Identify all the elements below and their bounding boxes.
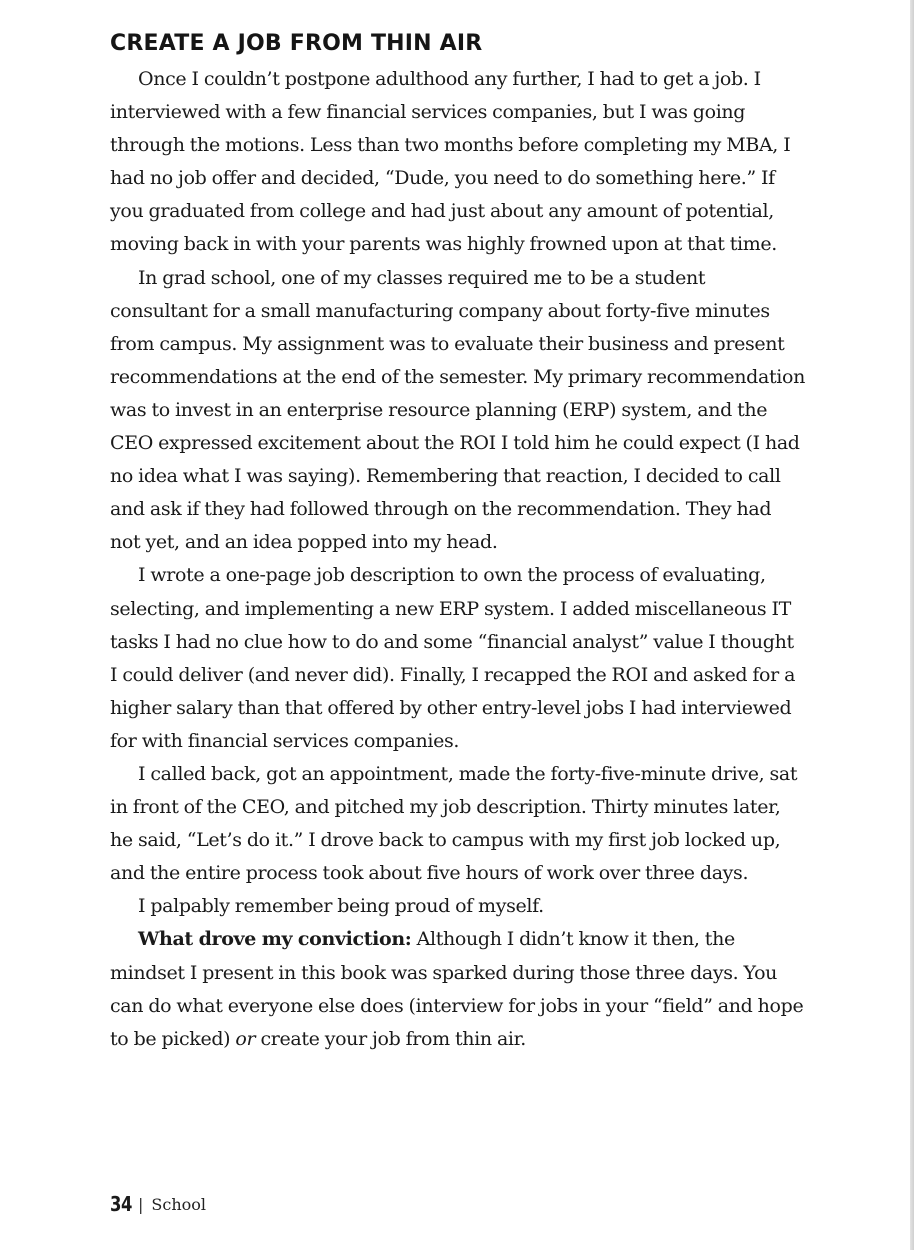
section-heading: CREATE A JOB FROM THIN AIR	[110, 31, 483, 56]
page-number: 34	[110, 1192, 133, 1216]
conviction-emphasis: or	[235, 1027, 256, 1050]
paragraph-4: I called back, got an appointment, made the forty-five-minute drive, sat in front of the CEO, and pitched my job description. Thirty minutes later, he said, “Let’s do it.” I drove back to campus with my first job locked up, and the entire process took about five hours of work over three days.	[110, 762, 798, 885]
page-edge	[910, 0, 914, 1250]
paragraph-5: I palpably remember being proud of myself.	[138, 895, 544, 918]
paragraph-1: Once I couldn’t postpone adulthood any further, I had to get a job. I interviewed with a few financial services companies, but I was going through the motions. Less than two months before completing my MBA, I had no job offer and decided, “Dude, you need to do something here.” If you graduated from college and had just about any amount of potential, moving back in with your parents was highly frowned upon at that time.	[110, 68, 791, 256]
conviction-text-before: Although I didn’t know it then, the mindset I present in this book was sparked during those three days. You can do what everyone else does (interview for jobs in your “field” and hope to be picked)	[110, 928, 804, 1050]
paragraph-2: In grad school, one of my classes required me to be a student consultant for a small manufacturing company about forty-five minutes from campus. My assignment was to evaluate their business and present recommendations at the end of the semester. My primary recommendation was to invest in an enterprise resource planning (ERP) system, and the CEO expressed excitement about the ROI I told him he could expect (I had no idea what I was saying). Remembering that reaction, I decided to call and ask if they had followed through on the recommendation. They had not yet, and an idea popped into my head.	[110, 266, 805, 554]
page-body	[110, 28, 805, 1056]
running-head: School	[151, 1194, 206, 1214]
conviction-paragraph	[110, 923, 805, 1055]
footer-separator: |	[138, 1194, 144, 1214]
conviction-text-after: create your job from thin air.	[255, 1027, 526, 1050]
page-footer	[110, 1192, 206, 1216]
conviction-label: What drove my conviction:	[138, 928, 412, 951]
paragraph-3: I wrote a one-page job description to own the process of evaluating, selecting, and implementing a new ERP system. I added miscellaneous IT tasks I had no clue how to do and some “financial analyst” value I thought I could deliver (and never did). Finally, I recapped the ROI and asked for a higher salary than that offered by other entry-level jobs I had interviewed for with financial services companies.	[110, 564, 796, 752]
